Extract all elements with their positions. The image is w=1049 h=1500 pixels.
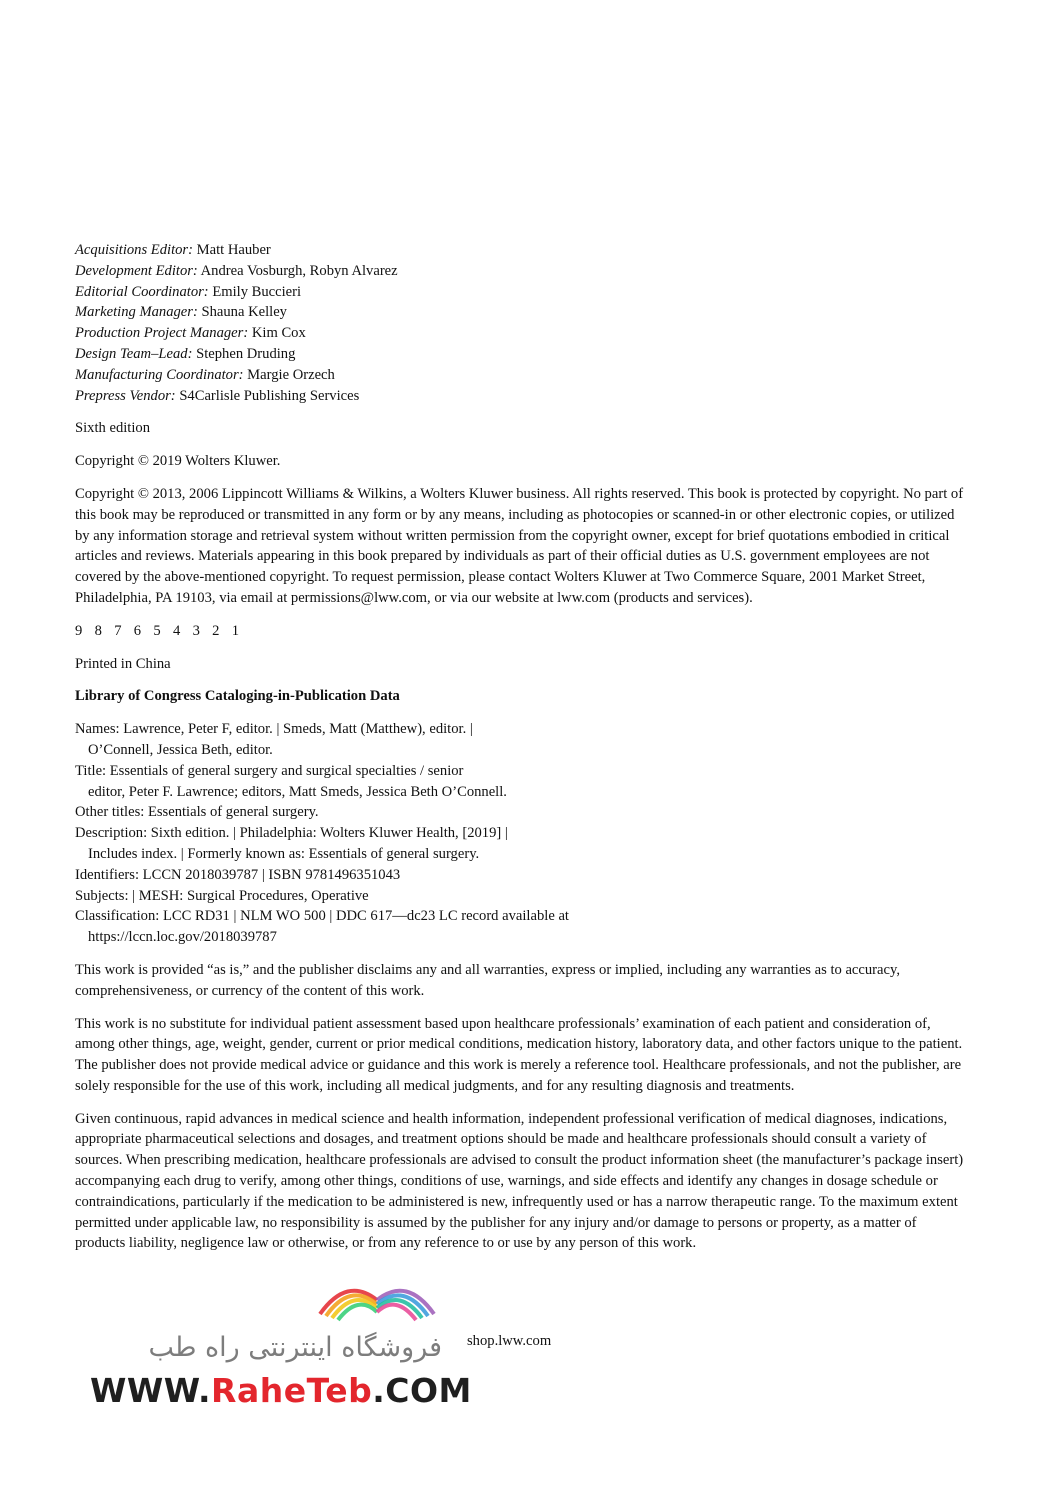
print-number: 1 (231, 622, 240, 639)
cip-line: Includes index. | Formerly known as: Essentials of general surgery. (88, 845, 480, 862)
cip-line: Other titles: Essentials of general surgery. (75, 804, 319, 821)
editorial-credits (75, 240, 965, 406)
printed-in: Printed in China (75, 655, 171, 672)
credit-name: Shauna Kelley (201, 304, 287, 321)
credit-row (75, 344, 965, 365)
print-line-numbers (75, 621, 965, 642)
cip-line: Classification: LCC RD31 | NLM WO 500 | DDC 617—dc23 LC record available at (75, 908, 569, 925)
credit-role: Prepress Vendor: (75, 387, 176, 404)
credit-name: Stephen Druding (196, 345, 296, 362)
watermark-brand: RaheTeb (211, 1371, 373, 1410)
credit-row (75, 365, 965, 386)
cip-line: Identifiers: LCCN 2018039787 | ISBN 9781496351043 (75, 866, 401, 883)
credit-role: Production Project Manager: (75, 325, 249, 342)
credit-role: Design Team–Lead: (75, 345, 193, 362)
cip-line: Subjects: | MESH: Surgical Procedures, Operative (75, 887, 369, 904)
credit-name: Emily Buccieri (212, 283, 302, 300)
credit-row (75, 386, 965, 407)
print-number: 4 (172, 622, 181, 639)
credit-role: Acquisitions Editor: (75, 242, 193, 258)
cip-line: Description: Sixth edition. | Philadelphia: Wolters Kluwer Health, [2019] | (75, 825, 508, 842)
credit-name: Matt Hauber (196, 242, 271, 258)
edition-statement: Sixth edition (75, 420, 150, 437)
credit-role: Development Editor: (75, 262, 198, 279)
print-number: 7 (114, 622, 122, 639)
watermark-prefix: WWW. (90, 1371, 212, 1410)
credit-name: Andrea Vosburgh, Robyn Alvarez (200, 262, 398, 279)
credit-row (75, 323, 965, 344)
credit-name: S4Carlisle Publishing Services (179, 387, 360, 404)
cip-line: Title: Essentials of general surgery and surgical specialties / senior (75, 762, 464, 779)
disclaimer-assessment: This work is no substitute for individual patient assessment based upon healthcare professionals’ examination of each patient and consideration of, among other things, age, weight, gender, current or prior medical conditions, medication history, laboratory data, and other factors unique to the patient. The publisher does not provide medical advice or guidance and this work is merely a reference tool. Healthcare professionals, and not the publisher, are solely responsible for the use of this work, including all medical judgments, and for any resulting diagnosis and treatments. (75, 1015, 963, 1094)
print-number: 8 (94, 622, 102, 639)
credit-name: Kim Cox (251, 325, 306, 342)
copyright-current: Copyright © 2019 Wolters Kluwer. (75, 453, 281, 470)
cip-data (75, 719, 965, 948)
print-number: 2 (212, 622, 220, 639)
watermark-persian-text: فروشگاه اینترنتی راه طب (148, 1332, 442, 1363)
cip-line: Names: Lawrence, Peter F, editor. | Smeds, Matt (Matthew), editor. | (75, 721, 473, 738)
print-number: 3 (192, 622, 200, 639)
credit-role: Editorial Coordinator: (75, 283, 209, 300)
credit-row (75, 282, 965, 303)
cip-line: editor, Peter F. Lawrence; editors, Matt Smeds, Jessica Beth O’Connell. (88, 783, 507, 800)
watermark-suffix: .COM (372, 1371, 472, 1410)
credit-row (75, 240, 965, 261)
print-number: 5 (153, 622, 161, 639)
credit-row (75, 302, 965, 323)
watermark-site (90, 1371, 472, 1410)
shop-url: shop.lww.com (467, 1333, 552, 1349)
disclaimer-warranty: This work is provided “as is,” and the publisher disclaims any and all warranties, express or implied, including any warranties as to accuracy, comprehensiveness, or currency of the content of this work. (75, 961, 900, 999)
open-book-rainbow-icon (312, 1256, 442, 1331)
print-number: 9 (75, 622, 83, 639)
credit-name: Margie Orzech (247, 366, 335, 383)
cip-line: https://lccn.loc.gov/2018039787 (88, 929, 277, 946)
copyright-notice: Copyright © 2013, 2006 Lippincott Williams & Wilkins, a Wolters Kluwer business. All rights reserved. This book is protected by copyright. No part of this book may be reproduced or transmitted in any form or by any means, including as photocopies or scanned-in or other electronic copies, or utilized by any information storage and retrieval system without written permission from the copyright owner, except for brief quotations embodied in critical articles and reviews. Materials appearing in this book prepared by individuals as part of their official duties as U.S. government employees are not covered by the above-mentioned copyright. To request permission, please contact Wolters Kluwer at Two Commerce Square, 2001 Market Street, Philadelphia, PA 19103, via email at permissions@lww.com, or via our website at lww.com (products and services). (75, 485, 964, 606)
credit-row (75, 261, 965, 282)
cip-line: O’Connell, Jessica Beth, editor. (88, 741, 273, 758)
credit-role: Manufacturing Coordinator: (75, 366, 244, 383)
cip-heading: Library of Congress Cataloging-in-Publication Data (75, 688, 400, 705)
copyright-page (75, 240, 965, 1266)
print-number: 6 (133, 622, 142, 639)
disclaimer-medication: Given continuous, rapid advances in medical science and health information, independent professional verification of medical diagnoses, indications, appropriate pharmaceutical selections and dosages, and treatment options should be made and healthcare professionals should consult a variety of sources. When prescribing medication, healthcare professionals are advised to consult the product information sheet (the manufacturer’s package insert) accompanying each drug to verify, among other things, conditions of use, warnings, and side effects and identify any changes in dosage schedule or contraindications, particularly if the medication to be administered is new, infrequently used or has a narrow therapeutic range. To the maximum extent permitted under applicable law, no responsibility is assumed by the publisher for any injury and/or damage to persons or property, as a matter of products liability, negligence law or otherwise, or from any reference to or use by any person of this work. (75, 1110, 964, 1252)
credit-role: Marketing Manager: (75, 304, 198, 321)
